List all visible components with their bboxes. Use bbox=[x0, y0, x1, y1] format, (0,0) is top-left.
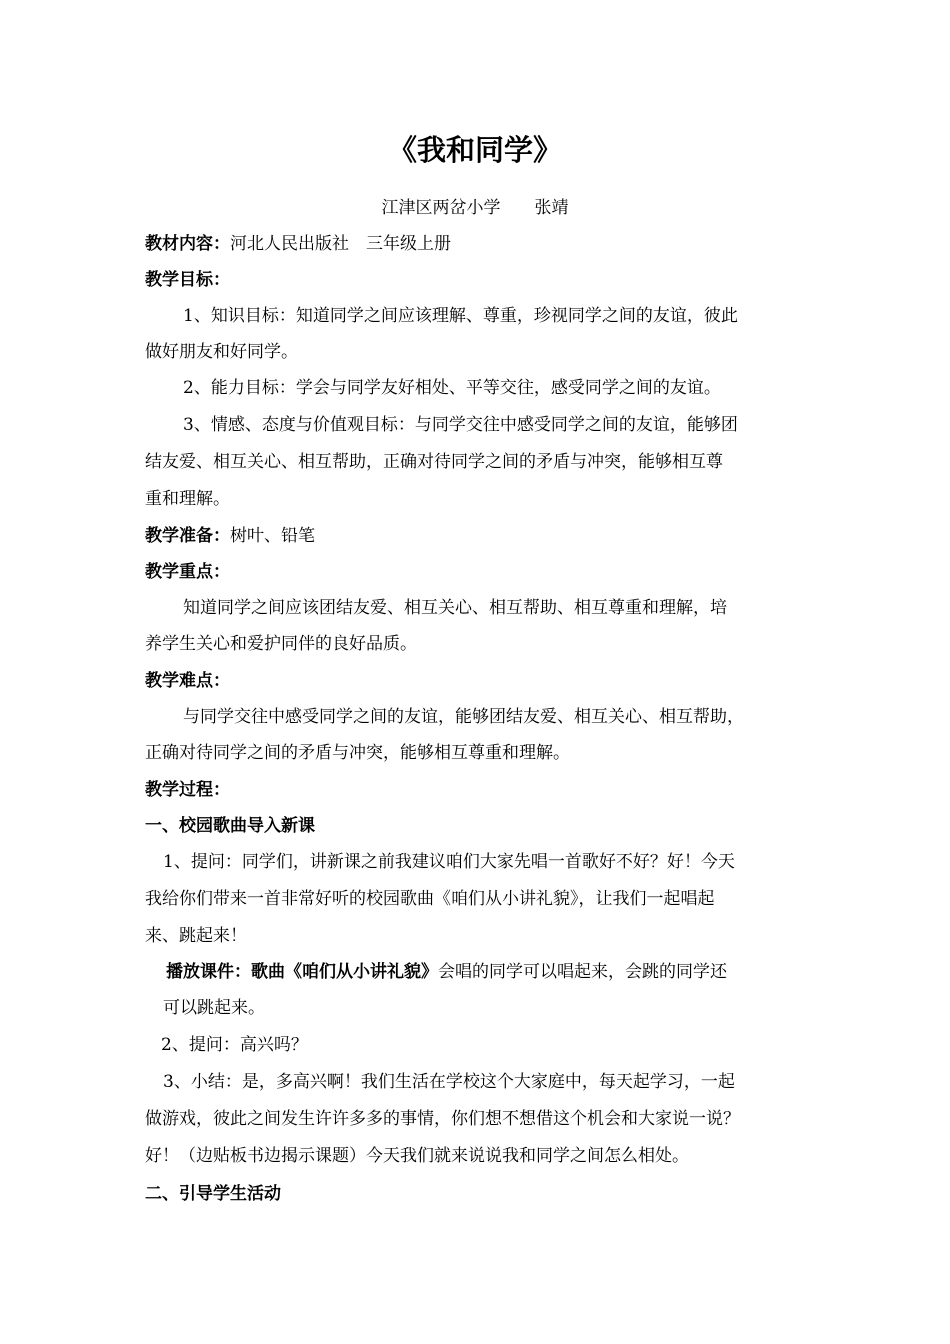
play-row bbox=[166, 962, 727, 982]
section-2-heading: 二、引导学生活动 bbox=[145, 1184, 281, 1204]
document-title: 《我和同学》 bbox=[387, 133, 562, 167]
step-2: 2、提问：高兴吗？ bbox=[161, 1035, 308, 1055]
key-line-1: 知道同学之间应该团结友爱、相互关心、相互帮助、相互尊重和理解，培 bbox=[183, 598, 727, 618]
goal-1-line-2: 做好朋友和好同学。 bbox=[145, 342, 298, 362]
step-3-line-2: 做游戏，彼此之间发生许许多多的事情，你们想不想借这个机会和大家说一说？ bbox=[145, 1109, 740, 1129]
key-line-2: 养学生关心和爱护同伴的良好品质。 bbox=[145, 634, 417, 654]
goal-2: 2、能力目标：学会与同学友好相处、平等交往，感受同学之间的友谊。 bbox=[183, 378, 721, 398]
step-3-line-3: 好！（边贴板书边揭示课题）今天我们就来说说我和同学之间怎么相处。 bbox=[145, 1146, 689, 1166]
goals-label: 教学目标： bbox=[145, 270, 230, 290]
process-label: 教学过程： bbox=[145, 780, 230, 800]
goal-1-line-1: 1、知识目标：知道同学之间应该理解、尊重，珍视同学之间的友谊，彼此 bbox=[183, 306, 738, 326]
material-row bbox=[145, 234, 451, 254]
goal-3-line-3: 重和理解。 bbox=[145, 489, 230, 509]
author-line bbox=[0, 198, 950, 218]
step-1-line-2: 我给你们带来一首非常好听的校园歌曲《咱们从小讲礼貌》，让我们一起唱起 bbox=[145, 889, 715, 909]
play-label: 播放课件：歌曲《咱们从小讲礼貌》 bbox=[166, 962, 438, 982]
play-line-2: 可以跳起来。 bbox=[163, 998, 265, 1018]
difficulty-line-2: 正确对待同学之间的矛盾与冲突，能够相互尊重和理解。 bbox=[145, 743, 570, 763]
step-1-line-1: 1、提问：同学们，讲新课之前我建议咱们大家先唱一首歌好不好？好！今天 bbox=[163, 852, 735, 872]
step-1-line-3: 来、跳起来！ bbox=[145, 926, 247, 946]
step-3-line-1: 3、小结：是，多高兴啊！我们生活在学校这个大家庭中，每天起学习，一起 bbox=[163, 1072, 735, 1092]
author-school: 江津区两岔小学 bbox=[381, 198, 501, 218]
difficulty-label: 教学难点： bbox=[145, 671, 230, 691]
material-label: 教材内容： bbox=[145, 234, 230, 254]
material-value: 河北人民出版社 三年级上册 bbox=[230, 234, 451, 254]
difficulty-line-1: 与同学交往中感受同学之间的友谊，能够团结友爱、相互关心、相互帮助， bbox=[183, 707, 744, 727]
prep-row bbox=[145, 526, 315, 546]
prep-value: 树叶、铅笔 bbox=[230, 526, 315, 546]
goal-3-line-1: 3、情感、态度与价值观目标：与同学交往中感受同学之间的友谊，能够团 bbox=[183, 415, 738, 435]
prep-label: 教学准备： bbox=[145, 526, 230, 546]
section-1-heading: 一、校园歌曲导入新课 bbox=[145, 816, 315, 836]
key-label: 教学重点： bbox=[145, 562, 230, 582]
play-text: 会唱的同学可以唱起来，会跳的同学还 bbox=[438, 962, 727, 982]
author-name: 张靖 bbox=[534, 198, 569, 218]
goal-3-line-2: 结友爱、相互关心、相互帮助，正确对待同学之间的矛盾与冲突，能够相互尊 bbox=[145, 452, 723, 472]
